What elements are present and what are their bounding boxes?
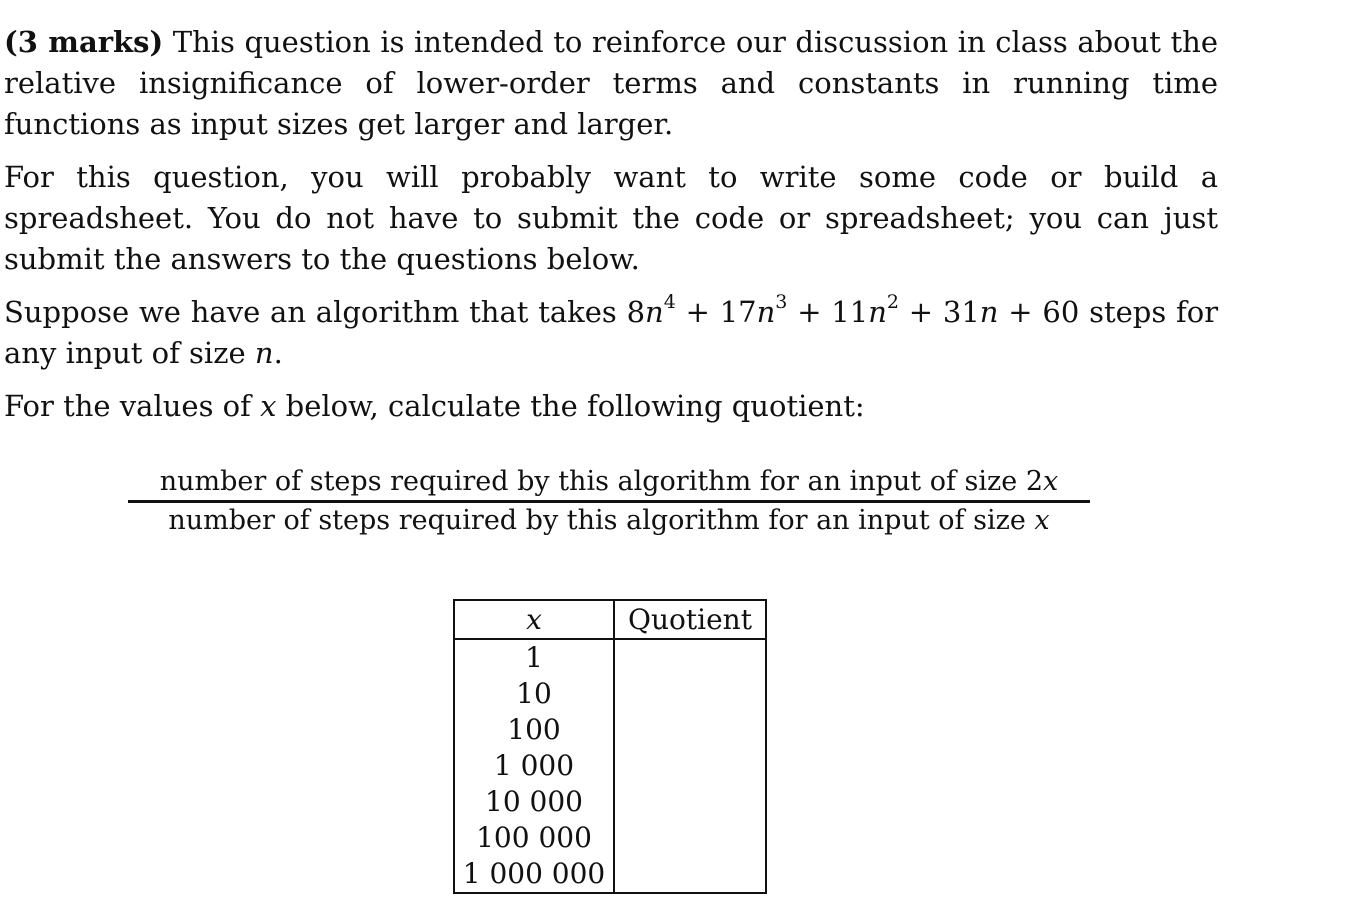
quotient-cell[interactable] bbox=[614, 820, 766, 856]
values-suffix: below, calculate the following quotient: bbox=[285, 389, 865, 423]
instructions-text: For this question, you will probably want to write some code or build a spreadsheet. You do not have to submit the code or spreadsheet; you can just submit the answers to the questions below. bbox=[4, 160, 1218, 276]
quotient-cell[interactable] bbox=[614, 639, 766, 676]
question-intro-paragraph bbox=[4, 22, 1218, 145]
header-x: x bbox=[454, 600, 614, 639]
values-variable: x bbox=[260, 389, 277, 423]
table-row bbox=[454, 712, 766, 748]
fraction-denominator: number of steps required by this algorithm for an input of size x bbox=[168, 505, 1050, 536]
algorithm-suffix: steps for any input of size bbox=[4, 295, 1219, 370]
quotient-cell[interactable] bbox=[614, 856, 766, 893]
x-value-cell: 100 bbox=[454, 712, 614, 748]
values-prefix: For the values of bbox=[4, 389, 251, 423]
table-header-row bbox=[454, 600, 766, 639]
quotient-cell[interactable] bbox=[614, 748, 766, 784]
x-value-cell: 100 000 bbox=[454, 820, 614, 856]
x-value-cell: 1 000 000 bbox=[454, 856, 614, 893]
instructions-paragraph bbox=[4, 157, 1218, 280]
x-value-cell: 10 000 bbox=[454, 784, 614, 820]
table-row bbox=[454, 856, 766, 893]
table-row bbox=[454, 676, 766, 712]
table-row bbox=[454, 820, 766, 856]
intro-text: This question is intended to reinforce our discussion in class about the relative insignificance of lower-order terms and constants in running time functions as input sizes get larger and larger. bbox=[4, 25, 1218, 141]
table-row bbox=[454, 639, 766, 676]
table-row bbox=[454, 784, 766, 820]
header-quotient: Quotient bbox=[614, 600, 766, 639]
algorithm-paragraph: Suppose we have an algorithm that takes $8n^4 + 17n^3 + 11n^2 + 31n + 60$ steps for any input of size n. bbox=[4, 291, 1219, 370]
x-value-cell: 1 000 bbox=[454, 748, 614, 784]
marks-label: (3 marks) bbox=[4, 25, 164, 59]
quotient-table bbox=[453, 599, 767, 894]
x-value-cell: 10 bbox=[454, 676, 614, 712]
algorithm-variable: n bbox=[254, 336, 274, 370]
quotient-cell[interactable] bbox=[614, 712, 766, 748]
polynomial-expression: $8n^4 + 17n^3 + 11n^2 + 31n + 60$ bbox=[626, 291, 1080, 329]
algorithm-prefix: Suppose we have an algorithm that takes bbox=[4, 295, 617, 329]
quotient-fraction bbox=[128, 466, 1090, 537]
table-row bbox=[454, 748, 766, 784]
fraction-bar bbox=[128, 500, 1090, 503]
x-value-cell: 1 bbox=[454, 639, 614, 676]
quotient-cell[interactable] bbox=[614, 784, 766, 820]
quotient-cell[interactable] bbox=[614, 676, 766, 712]
question-document bbox=[4, 22, 1218, 439]
values-paragraph bbox=[4, 386, 1218, 427]
fraction-numerator: number of steps required by this algorithm for an input of size 2x bbox=[159, 466, 1059, 497]
